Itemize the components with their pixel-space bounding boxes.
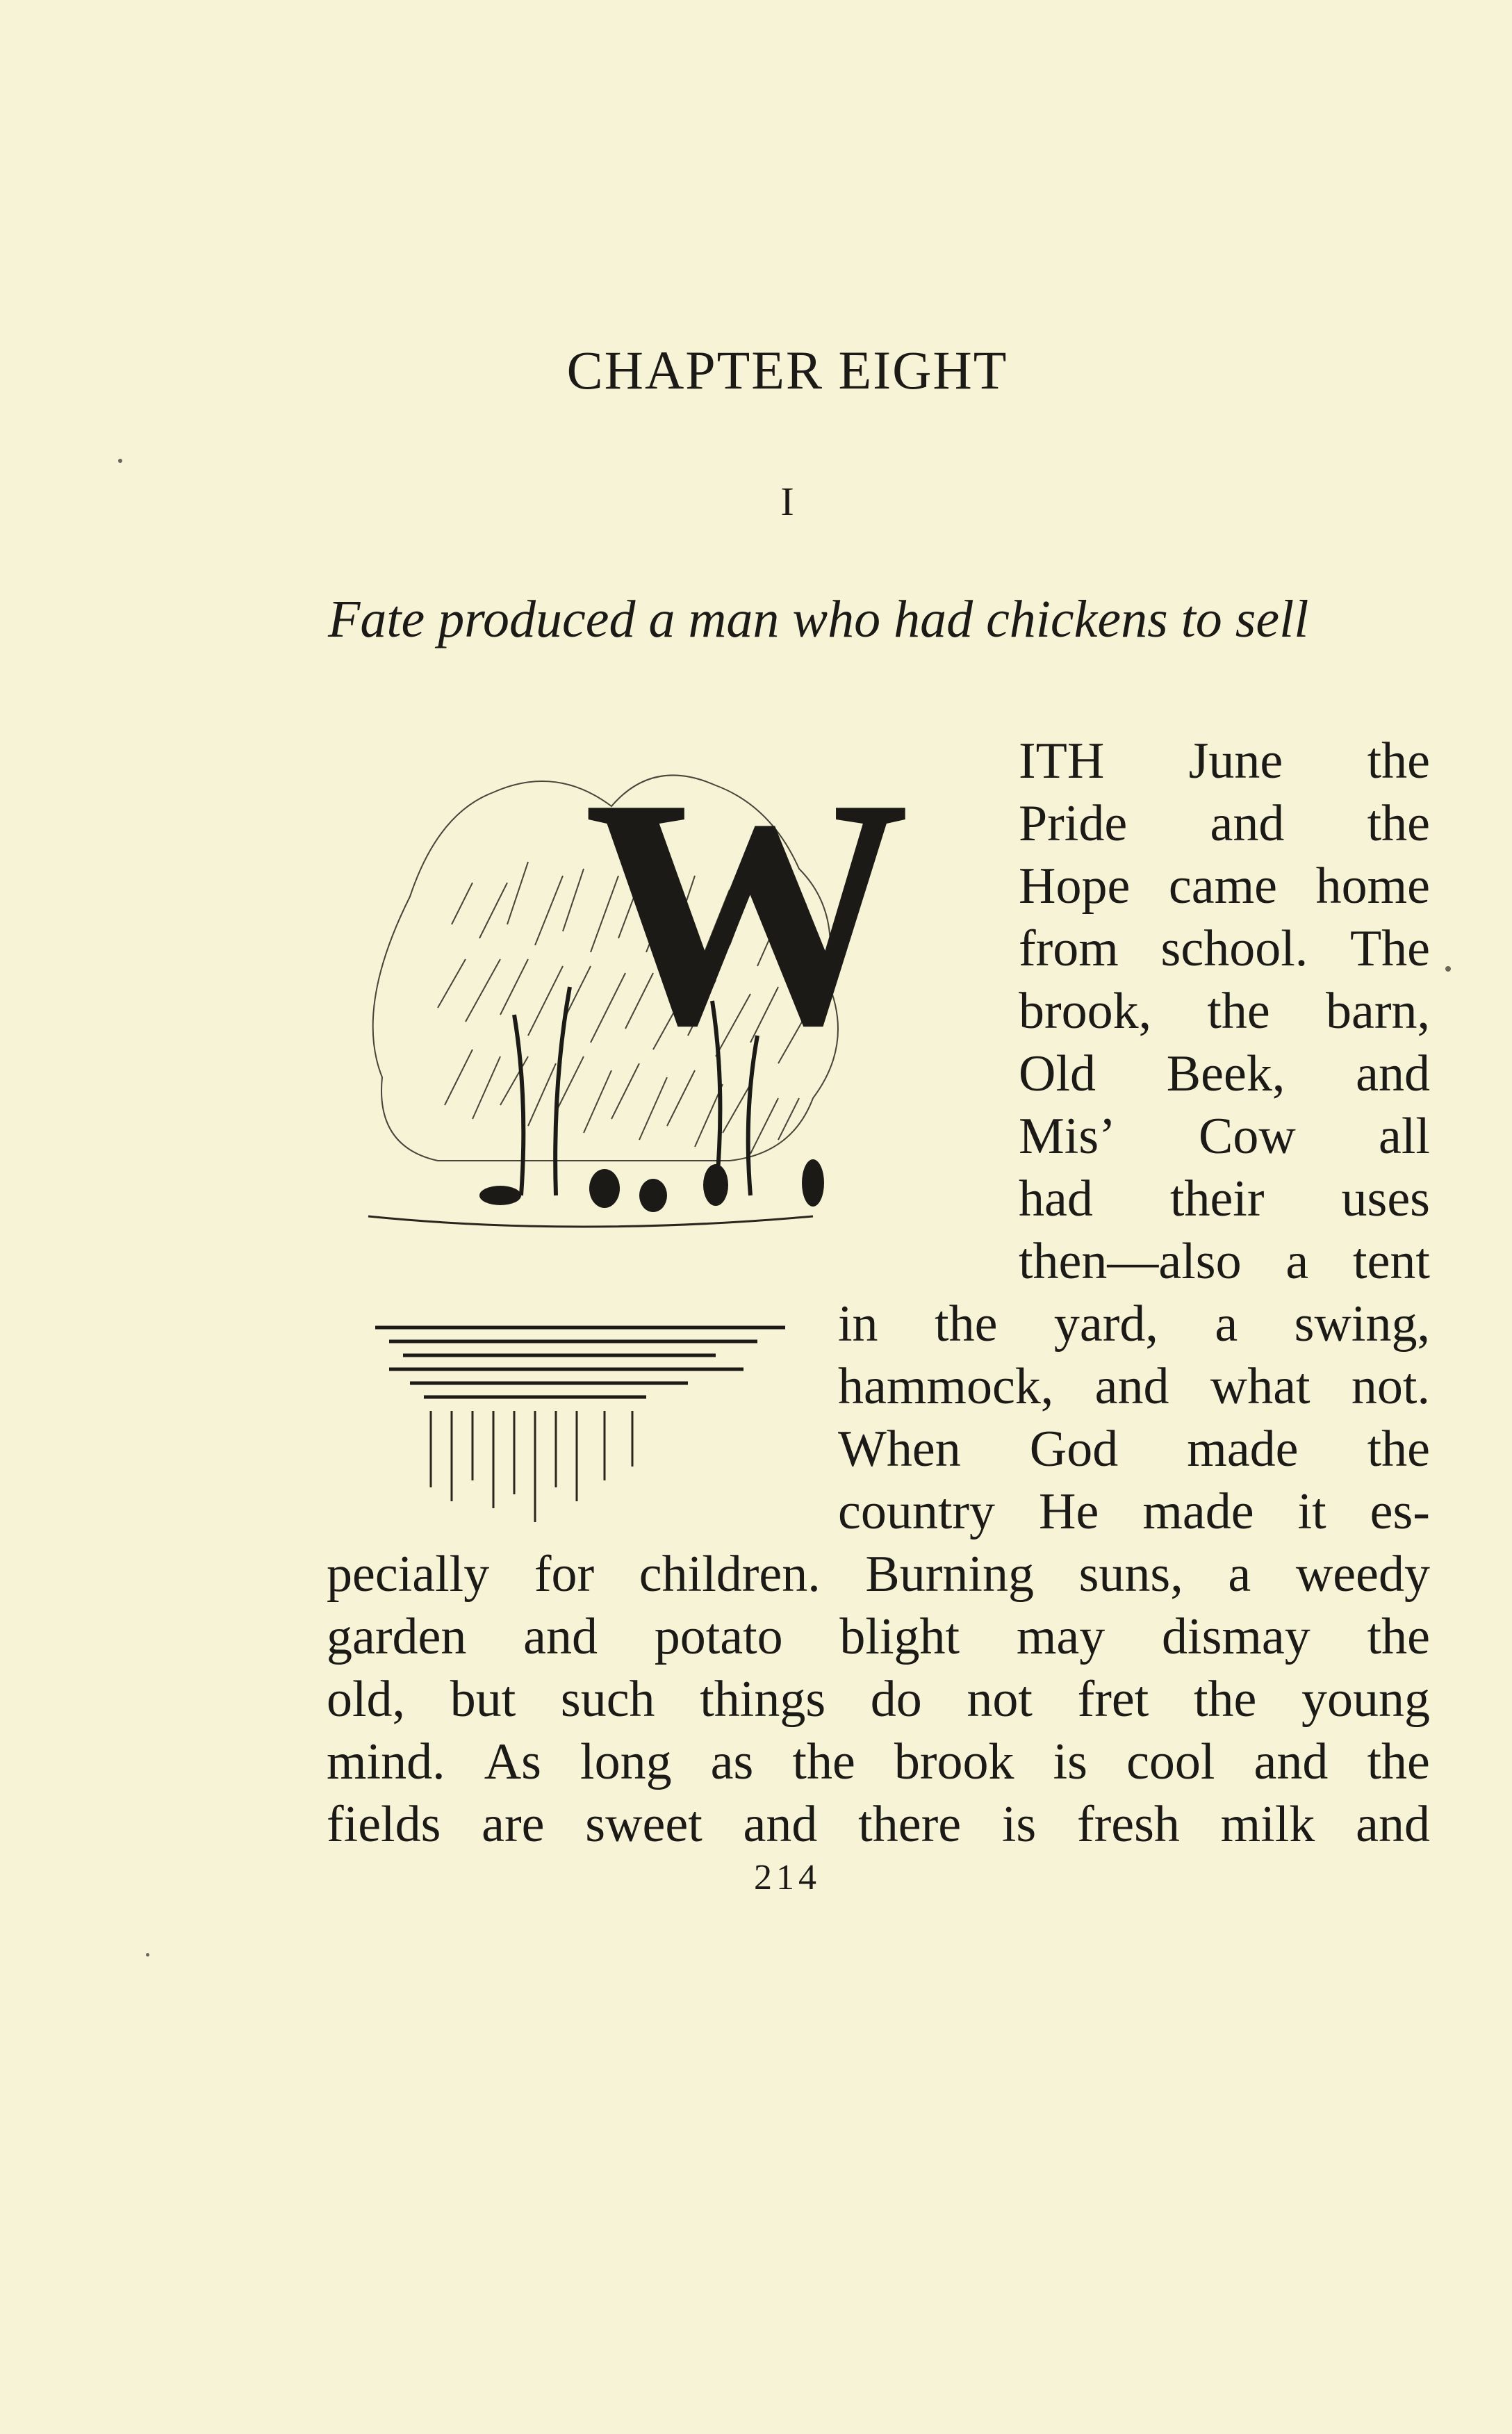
text-line: mind. As long as the brook is cool and the — [327, 1733, 1430, 1790]
text-line: fields are sweet and there is fresh milk and — [327, 1796, 1430, 1853]
brook-water — [375, 1328, 785, 1397]
drop-cap-letter: W — [584, 730, 910, 1093]
picnic-figures — [479, 1159, 824, 1212]
text-line: Old Beek, and — [1019, 1045, 1430, 1102]
section-number: I — [780, 479, 794, 524]
text-line: Hope came home — [1019, 858, 1430, 915]
text-line: brook, the barn, — [1019, 983, 1430, 1040]
text-line: pecially for children. Burning suns, a weedy — [327, 1546, 1430, 1603]
text-line: then—also a tent — [1019, 1233, 1430, 1290]
text-line: had their uses — [1019, 1170, 1430, 1227]
text-line: Mis’ Cow all — [1019, 1108, 1430, 1165]
text-line: from school. The — [1019, 920, 1430, 977]
paper-speck — [146, 1953, 149, 1957]
paper-speck — [118, 459, 122, 463]
text-line: When God made the — [838, 1421, 1430, 1478]
chapter-title: CHAPTER EIGHT — [566, 340, 1008, 400]
ground-line — [368, 1216, 813, 1227]
section-subtitle: Fate produced a man who had chickens to sell — [328, 590, 1309, 648]
text-line: garden and potato blight may dismay the — [327, 1608, 1430, 1665]
text-line: old, but such things do not fret the young — [327, 1671, 1430, 1728]
text-line: ITH June the — [1019, 733, 1430, 790]
page-number: 214 — [754, 1858, 821, 1897]
text-line: in the yard, a swing, — [838, 1296, 1430, 1353]
text-line: Pride and the — [1019, 795, 1430, 852]
paper-speck — [1445, 966, 1451, 972]
text-line: country He made it es- — [838, 1483, 1430, 1540]
brook-reflection — [431, 1411, 632, 1522]
text-line: hammock, and what not. — [838, 1358, 1430, 1415]
